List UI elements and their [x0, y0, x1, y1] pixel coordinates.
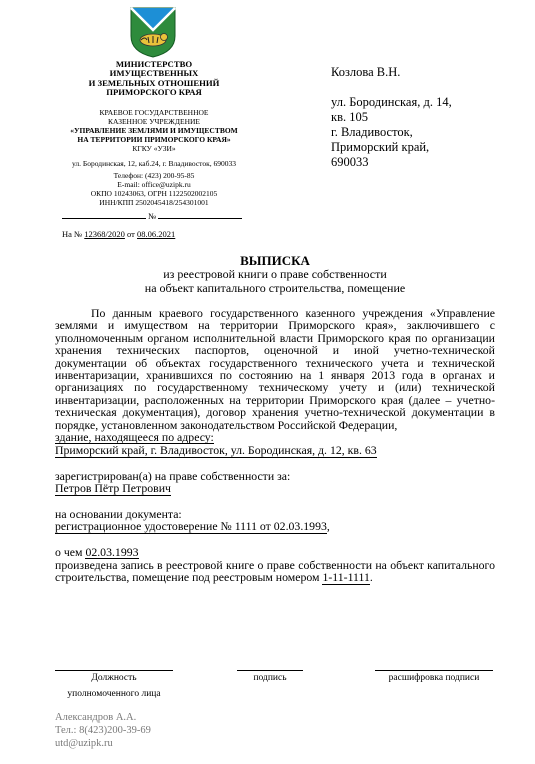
building-address: Приморский край, г. Владивосток, ул. Бородинская, д. 12, кв. 63: [55, 443, 377, 458]
outgoing-number-line: №: [62, 212, 246, 222]
building-label: здание, находящееся по адресу:: [55, 430, 214, 445]
document-title: ВЫПИСКА: [240, 253, 310, 268]
reference-date: 08.06.2021: [137, 229, 176, 239]
executor-block: [55, 711, 151, 750]
ministry-name: МИНИСТЕРСТВО ИМУЩЕСТВЕННЫХ И ЗЕМЕЛЬНЫХ ОТНОШЕНИЙ ПРИМОРСКОГО КРАЯ: [88, 59, 220, 97]
coat-of-arms-emblem: [128, 6, 178, 58]
record-date: 02.03.1993: [85, 544, 139, 559]
sender-contacts: Телефон: (423) 200-95-85 E-mail: office@uzipk.ru ОКПО 10243063, ОГРН 1122502002105 ИНН/КПП 2502045418/254301001: [90, 171, 218, 207]
basis-label: на основании документа:: [55, 506, 182, 521]
registered-label: зарегистрирован(а) на праве собственности за:: [55, 468, 291, 483]
document-title-block: [55, 253, 495, 295]
signature-sign: подпись: [237, 670, 303, 684]
executor-name: Александров А.А.: [55, 712, 137, 723]
sender-address: ул. Бородинская, 12, каб.24, г. Владивосток, 690033: [72, 159, 236, 168]
institution-name: КРАЕВОЕ ГОСУДАРСТВЕННОЕ КАЗЕННОЕ УЧРЕЖДЕНИЕ «УПРАВЛЕНИЕ ЗЕМЛЯМИ И ИМУЩЕСТВОМ НА ТЕРРИТОРИИ ПРИМОРСКОГО КРАЯ» КГКУ «УЗИ»: [70, 108, 238, 153]
signature-position: Должность уполномоченного лица: [55, 670, 173, 700]
owner-name: Петров Пётр Петрович: [55, 481, 171, 496]
recipient-address: ул. Бородинская, д. 14, кв. 105 г. Владивосток, Приморский край, 690033: [331, 95, 452, 169]
signature-decode: расшифровка подписи: [375, 670, 493, 684]
recipient-name: Козлова В.Н.: [331, 65, 401, 79]
record-paragraph: произведена запись в реестровой книге о праве собственности на объект капитального строительства, помещение под реестровым номером 1-11-1111.: [55, 557, 495, 585]
document-subtitle-1: из реестровой книги о праве собственности: [163, 267, 387, 281]
basis-document: регистрационное удостоверение № 1111 от 02.03.1993: [55, 519, 327, 534]
document-subtitle-2: на объект капитального строительства, помещение: [144, 280, 406, 295]
reference-line: На № 12368/2020 от 08.06.2021: [62, 229, 176, 239]
reference-number: 12368/2020: [84, 229, 125, 239]
executor-phone: Тел.: 8(423)200-39-69: [55, 725, 151, 736]
document-body: По данным краевого государственного казенного учреждения «Управление землями и имуществом на территории Приморского края», заключившего с уполномоченным органом исполнительной власти Приморского края по организации хранения технических паспортов, оценочной и иной учетно-технической документации об объектах государственного технического учета и технической инвентаризации, хранившихся по состоянию на 1 января 2013 года в органах и организациях по государственному техническому учету и (или) технической инвентаризации, расположенных на территории Приморского края (далее – учетно-техническая документация), договор хранения учетно-технической документации в порядке, установленном законодательством Российской Федерации, здание, находящееся по адресу: Приморский край, г. Владивосток, ул. Бородинская, д. 12, кв. 63 зарегистрирован(а) на праве собственности за: Петров Пётр Петрович на основании документа: регистрационное удостоверение № 1111 от 02.03.1993, о чем 02.03.1993 произведена запись в реестровой книге о праве собственности на объект капитального строительства, помещение под реестровым номером 1-11-1111.: [55, 306, 495, 585]
executor-email: utd@uzipk.ru: [55, 738, 113, 749]
registry-number: 1-11-1111: [322, 570, 370, 585]
record-date-line: о чем 02.03.1993: [55, 544, 139, 559]
intro-paragraph: По данным краевого государственного казенного учреждения «Управление землями и имуществом на территории Приморского края», заключившего с уполномоченным органом исполнительной власти Приморского края по организации хранения технических паспортов, оценочной и иной учетно-технической документации об объектах государственного технического учета и технической инвентаризации, хранившихся по состоянию на 1 января 2013 года в органах и организациях по государственному техническому учету и (или) технической инвентаризации, расположенных на территории Приморского края (далее – учетно-техническая документация), договор хранения учетно-технической документации в порядке, установленном законодательством Российской Федерации,: [55, 306, 495, 432]
